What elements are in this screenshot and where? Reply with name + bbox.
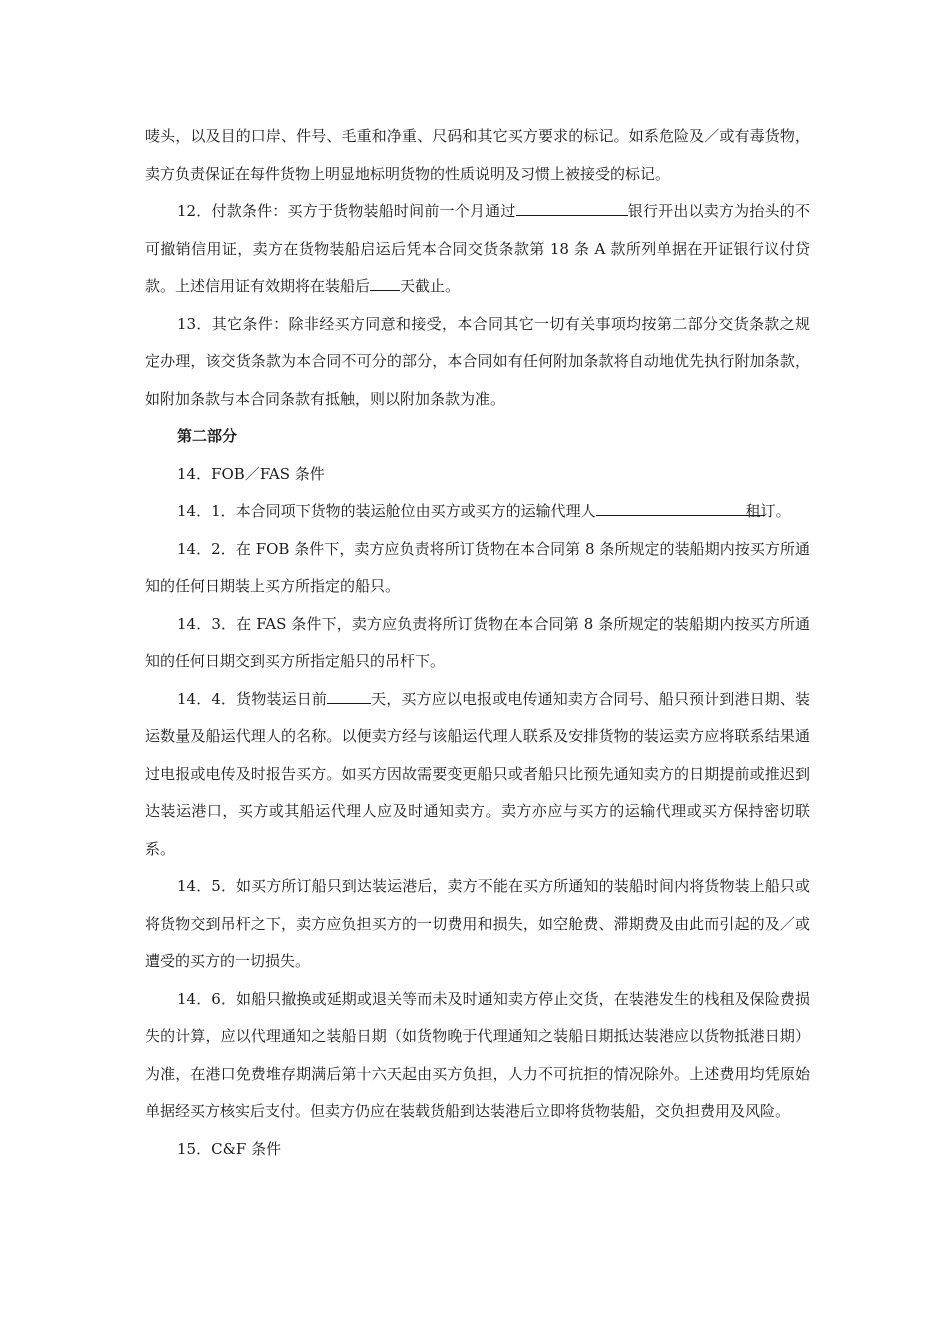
paragraph-cf-title — [145, 1131, 810, 1169]
days-blank — [370, 275, 400, 291]
paragraph-text: 天截止。 — [400, 277, 461, 295]
bank-blank — [516, 200, 628, 216]
document-page — [145, 118, 810, 1168]
paragraph-text: 14．4．货物装运日前 — [177, 689, 328, 708]
paragraph-text: 14．2．在 FOB 条件下，卖方应负责将所订货物在本合同第 8 条所规定的装船期内按买方所通知的任何日期装上买方所指定的船只。 — [145, 539, 810, 595]
days-before-blank — [327, 688, 371, 704]
paragraph-text: 14．FOB／FAS 条件 — [177, 464, 325, 483]
paragraph-14-5 — [145, 868, 810, 981]
paragraph-14-2 — [145, 531, 810, 606]
paragraph-payment-terms — [145, 193, 810, 306]
paragraph-text: 15．C&F 条件 — [177, 1139, 282, 1158]
paragraph-text: 14．5．如买方所订船只到达装运港后，卖方不能在买方所通知的装船时间内将货物装上船只或将货物交到吊杆之下，卖方应负担买方的一切费用和损失，如空舱费、滞期费及由此而引起的及／或遭受的买方的一切损失。 — [145, 877, 810, 970]
paragraph-text: 银行开出以卖方为抬头的不可撤销信用证，卖方在货物装船启运后凭本合同交货条款第 18 条 A 款所列单据在开证银行议付贷款。上述信用证有效期将在装船后 — [145, 202, 810, 295]
section-heading: 第二部分 — [177, 427, 238, 445]
paragraph-text: 14．6．如船只撤换或延期或退关等而未及时通知卖方停止交货，在装港发生的栈租及保险费损失的计算，应以代理通知之装船日期（如货物晚于代理通知之装船日期抵达装港应以货物抵港日期）为准，在港口免费堆存期满后第十六天起由买方负担，人力不可抗拒的情况除外。上述费用均凭原始单据经买方核实后支付。但卖方仍应在装载货船到达装港后立即将货物装船，交负担费用及风险。 — [145, 989, 810, 1120]
paragraph-fob-fas-title — [145, 456, 810, 494]
paragraph-other-terms — [145, 306, 810, 419]
paragraph-text: 12．付款条件：买方于货物装船时间前一个月通过 — [177, 202, 516, 220]
paragraph-text: 租订。 — [745, 502, 791, 520]
paragraph-14-4 — [145, 681, 810, 869]
paragraph-text: 14．3．在 FAS 条件下，卖方应负责将所订货物在本合同第 8 条所规定的装船期内按买方所通知的任何日期交到买方所指定船只的吊杆下。 — [145, 614, 810, 670]
paragraph-14-6 — [145, 981, 810, 1131]
paragraph-14-1 — [145, 493, 810, 531]
agent-blank-continued — [732, 500, 746, 516]
paragraph-text: 唛头，以及目的口岸、件号、毛重和净重、尺码和其它买方要求的标记。如系危险及／或有毒货物，卖方负责保证在每件货物上明显地标明货物的性质说明及习惯上被接受的标记。 — [145, 127, 810, 183]
paragraph-text: 14．1．本合同项下货物的装运舱位由买方或买方的运输代理人 — [177, 502, 596, 520]
paragraph-marking — [145, 118, 810, 193]
paragraph-14-3 — [145, 606, 810, 681]
paragraph-text: 天，买方应以电报或电传通知卖方合同号、船只预计到港日期、装运数量及船运代理人的名称。以便卖方经与该船运代理人联系及安排货物的装运卖方应将联系结果通过电报或电传及时报告买方。如买方因故需要变更船只或者船只比预先通知卖方的日期提前或推迟到达装运港口，买方或其船运代理人应及时通知卖方。卖方亦应与买方的运输代理或买方保持密切联系。 — [145, 689, 810, 858]
paragraph-text: 13．其它条件：除非经买方同意和接受，本合同其它一切有关事项均按第二部分交货条款之规定办理，该交货条款为本合同不可分的部分，本合同如有任何附加条款将自动地优先执行附加条款，如附加条款与本合同条款有抵触，则以附加条款为准。 — [145, 314, 810, 408]
